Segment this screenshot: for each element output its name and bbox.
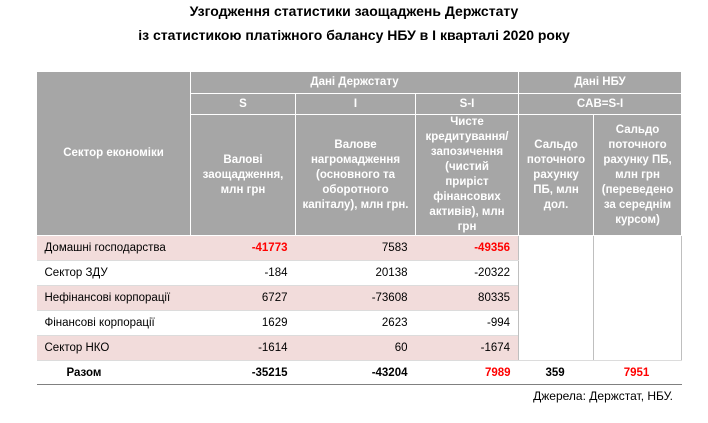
nbu-empty-usd [519,236,594,361]
header-sector: Сектор економіки [37,72,191,236]
header-col-si: Чисте кредитування/ запозичення (чистий приріст фінансових активів), млн грн [416,115,519,236]
row-sector: Нефінансові корпорації [37,286,191,311]
savings-reconciliation-table [36,71,682,385]
row-si-value: 80335 [416,286,519,311]
table-row [37,236,682,261]
header-cab: CAB=S-I [519,94,682,115]
row-sector: Сектор НКО [37,336,191,361]
header-s: S [191,94,296,115]
row-i-value: -73608 [296,286,416,311]
row-sector: Домашні господарства [37,236,191,261]
header-col-s: Валові заощадження, млн грн [191,115,296,236]
header-col-cab-usd: Сальдо поточного рахунку ПБ, млн дол. [519,115,594,236]
row-si-value: -49356 [416,236,519,261]
total-cab-usd-value: 359 [519,361,594,385]
source-note: Джерела: Держстат, НБУ. [533,389,673,403]
header-col-i: Валове нагромадження (основного та оборотного капіталу), млн грн. [296,115,416,236]
row-s-value: 1629 [191,311,296,336]
header-i: I [296,94,416,115]
total-label: Разом [37,361,191,385]
row-s-value: -41773 [191,236,296,261]
row-si-value: -994 [416,311,519,336]
total-row [37,361,682,385]
table-title-line1: Узгодження статистики заощаджень Держстату [189,3,519,19]
row-s-value: -1614 [191,336,296,361]
row-sector: Сектор ЗДУ [37,261,191,286]
row-i-value: 2623 [296,311,416,336]
row-s-value: 6727 [191,286,296,311]
row-s-value: -184 [191,261,296,286]
total-cab-uah-value: 7951 [594,361,682,385]
row-i-value: 60 [296,336,416,361]
row-i-value: 7583 [296,236,416,261]
total-si-value: 7989 [416,361,519,385]
nbu-empty-uah [594,236,682,361]
table-title-line2: із статистикою платіжного балансу НБУ в І кварталі 2020 року [138,27,570,43]
row-si-value: -1674 [416,336,519,361]
total-i-value: -43204 [296,361,416,385]
row-sector: Фінансові корпорації [37,311,191,336]
header-group-nbu: Дані НБУ [519,72,682,94]
header-col-cab-uah: Сальдо поточного рахунку ПБ, млн грн (переведено за середнім курсом) [594,115,682,236]
row-si-value: -20322 [416,261,519,286]
row-i-value: 20138 [296,261,416,286]
header-si: S-I [416,94,519,115]
header-group-derzhstat: Дані Держстату [191,72,519,94]
total-s-value: -35215 [191,361,296,385]
